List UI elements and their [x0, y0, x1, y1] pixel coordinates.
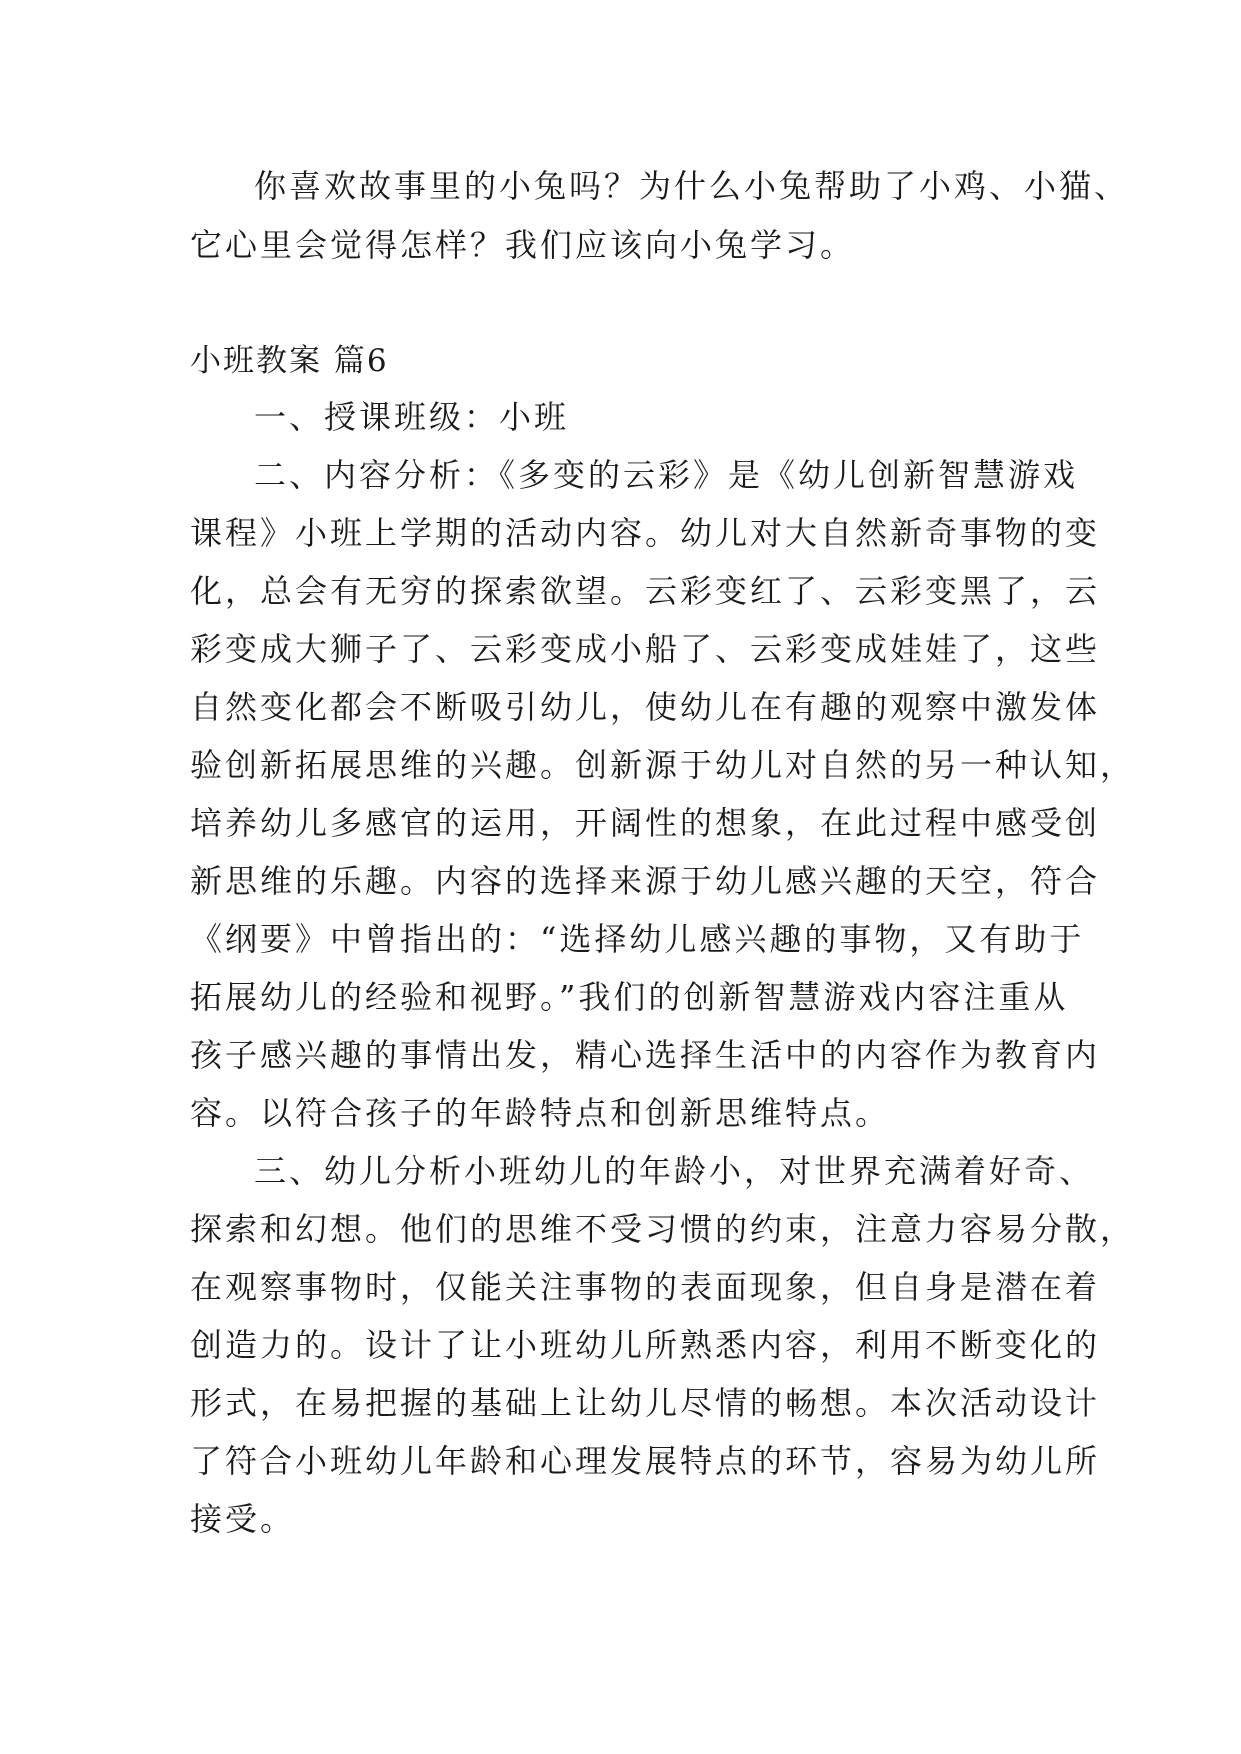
text-line: 三、幼儿分析小班幼儿的年龄小，对世界充满着好奇、: [254, 1152, 1095, 1190]
section-heading: 小班教案 篇6: [190, 343, 389, 379]
text-line: 在观察事物时，仅能关注事物的表面现象，但自身是潜在着: [190, 1268, 1101, 1306]
text-line: 孩子感兴趣的事情出发，精心选择生活中的内容作为教育内: [190, 1036, 1101, 1074]
text-line: 新思维的乐趣。内容的选择来源于幼儿感兴趣的天空，符合: [190, 862, 1101, 900]
text-line: 课程》小班上学期的活动内容。幼儿对大自然新奇事物的变: [190, 514, 1101, 552]
text-line: 探索和幻想。他们的思维不受习惯的约束，注意力容易分散，: [190, 1210, 1136, 1248]
text-line: 培养幼儿多感官的运用，开阔性的想象，在此过程中感受创: [190, 804, 1101, 842]
text-line: 形式，在易把握的基础上让幼儿尽情的畅想。本次活动设计: [190, 1384, 1101, 1422]
text-line: 容。以符合孩子的年龄特点和创新思维特点。: [190, 1094, 891, 1132]
text-line: 拓展幼儿的经验和视野。”我们的创新智慧游戏内容注重从: [190, 978, 1069, 1016]
text-line: 化，总会有无穷的探索欲望。云彩变红了、云彩变黑了，云: [190, 572, 1101, 610]
text-line: 它心里会觉得怎样？我们应该向小兔学习。: [190, 226, 856, 264]
text-line: 你喜欢故事里的小兔吗？为什么小兔帮助了小鸡、小猫、: [254, 167, 1130, 205]
text-line: 二、内容分析：《多变的云彩》是《幼儿创新智慧游戏: [254, 456, 1079, 494]
text-line: 创造力的。设计了让小班幼儿所熟悉内容，利用不断变化的: [190, 1326, 1101, 1364]
text-line: 一、授课班级：小班: [254, 398, 570, 436]
text-line: 了符合小班幼儿年龄和心理发展特点的环节，容易为幼儿所: [190, 1442, 1101, 1480]
text-line: 验创新拓展思维的兴趣。创新源于幼儿对自然的另一种认知，: [190, 746, 1136, 784]
text-line: 彩变成大狮子了、云彩变成小船了、云彩变成娃娃了，这些: [190, 630, 1101, 668]
text-line: 《纲要》中曾指出的：“选择幼儿感兴趣的事物，又有助于: [190, 920, 1085, 958]
text-line: 接受。: [190, 1500, 296, 1538]
text-line: 自然变化都会不断吸引幼儿，使幼儿在有趣的观察中激发体: [190, 688, 1101, 726]
